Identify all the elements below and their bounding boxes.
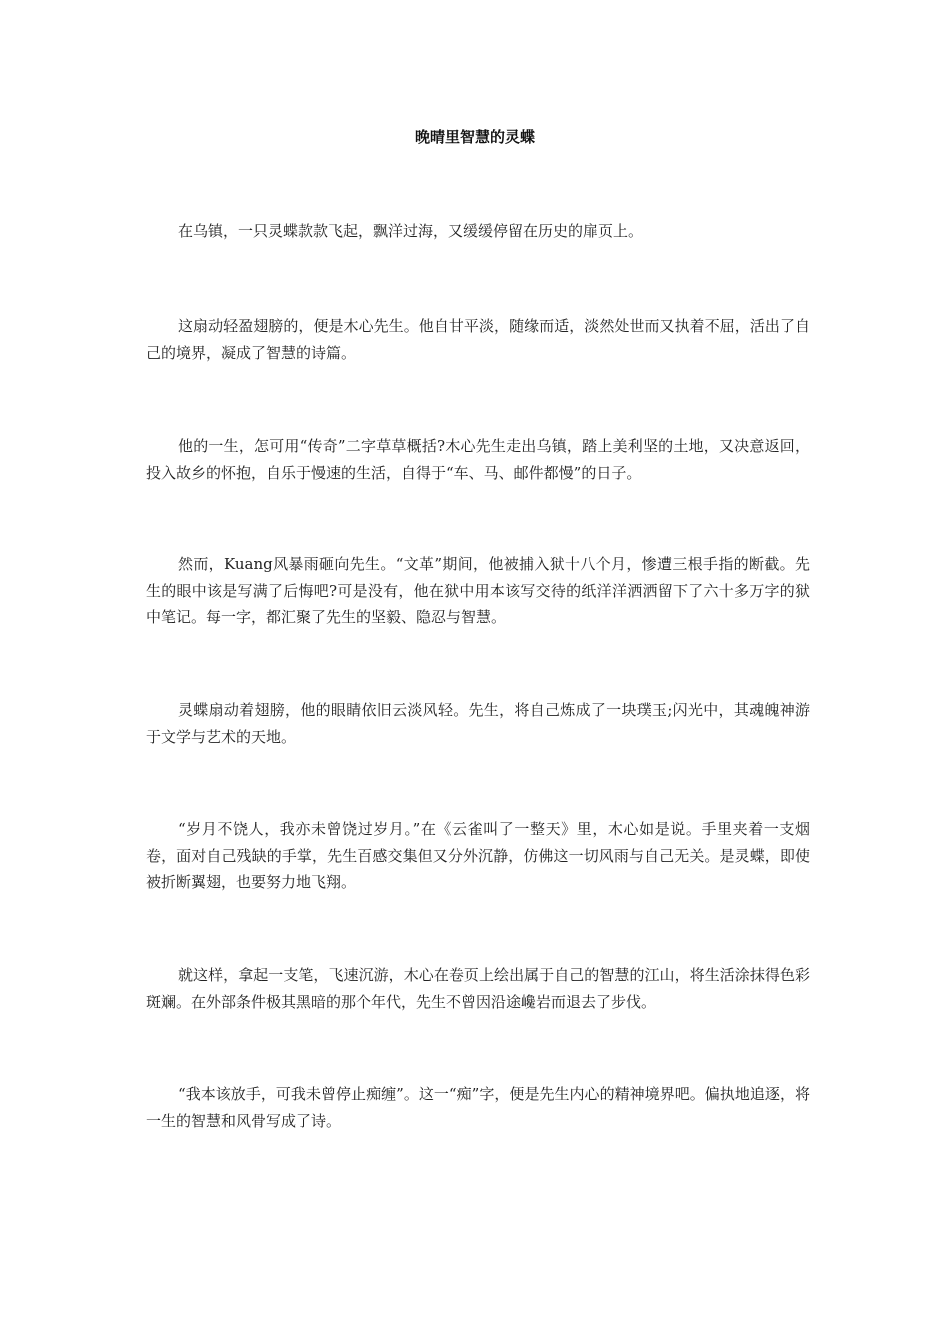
paragraph-8: “我本该放手，可我未曾停止痴缠”。这一“痴”字，便是先生内心的精神境界吧。偏执地追逐，将一生的智慧和风骨写成了诗。 (146, 1085, 810, 1130)
paragraph-4: 然而，Kuang风暴雨砸向先生。“文革”期间，他被捕入狱十八个月，惨遭三根手指的断截。先生的眼中该是写满了后悔吧?可是没有，他在狱中用本该写交待的纸洋洋洒洒留下了六十多万字的狱中笔记。每一字，都汇聚了先生的坚毅、隐忍与智慧。 (146, 555, 810, 626)
paragraph-6: “岁月不饶人，我亦未曾饶过岁月。”在《云雀叫了一整天》里，木心如是说。手里夹着一支烟卷，面对自己残缺的手掌，先生百感交集但又分外沉静，仿佛这一切风雨与自己无关。是灵蝶，即使被折断翼翅，也要努力地飞翔。 (146, 820, 810, 891)
paragraph-1: 在乌镇，一只灵蝶款款飞起，飘洋过海，又缓缓停留在历史的扉页上。 (178, 222, 644, 240)
paragraph-7: 就这样，拿起一支笔，飞速沉游，木心在卷页上绘出属于自己的智慧的江山，将生活涂抹得色彩斑斓。在外部条件极其黑暗的那个年代，先生不曾因沿途巉岩而退去了步伐。 (146, 966, 810, 1011)
paragraph-2: 这扇动轻盈翅膀的，便是木心先生。他自甘平淡，随缘而适，淡然处世而又执着不屈，活出了自己的境界，凝成了智慧的诗篇。 (146, 317, 810, 362)
document-title: 晚晴里智慧的灵蝶 (414, 128, 535, 146)
paragraph-5: 灵蝶扇动着翅膀，他的眼睛依旧云淡风轻。先生，将自己炼成了一块璞玉;闪光中，其魂魄神游于文学与艺术的天地。 (146, 701, 810, 746)
paragraph-3: 他的一生，怎可用“传奇”二字草草概括?木心先生走出乌镇，踏上美利坚的土地，又决意返回，投入故乡的怀抱，自乐于慢速的生活，自得于“车、马、邮件都慢”的日子。 (146, 437, 810, 482)
